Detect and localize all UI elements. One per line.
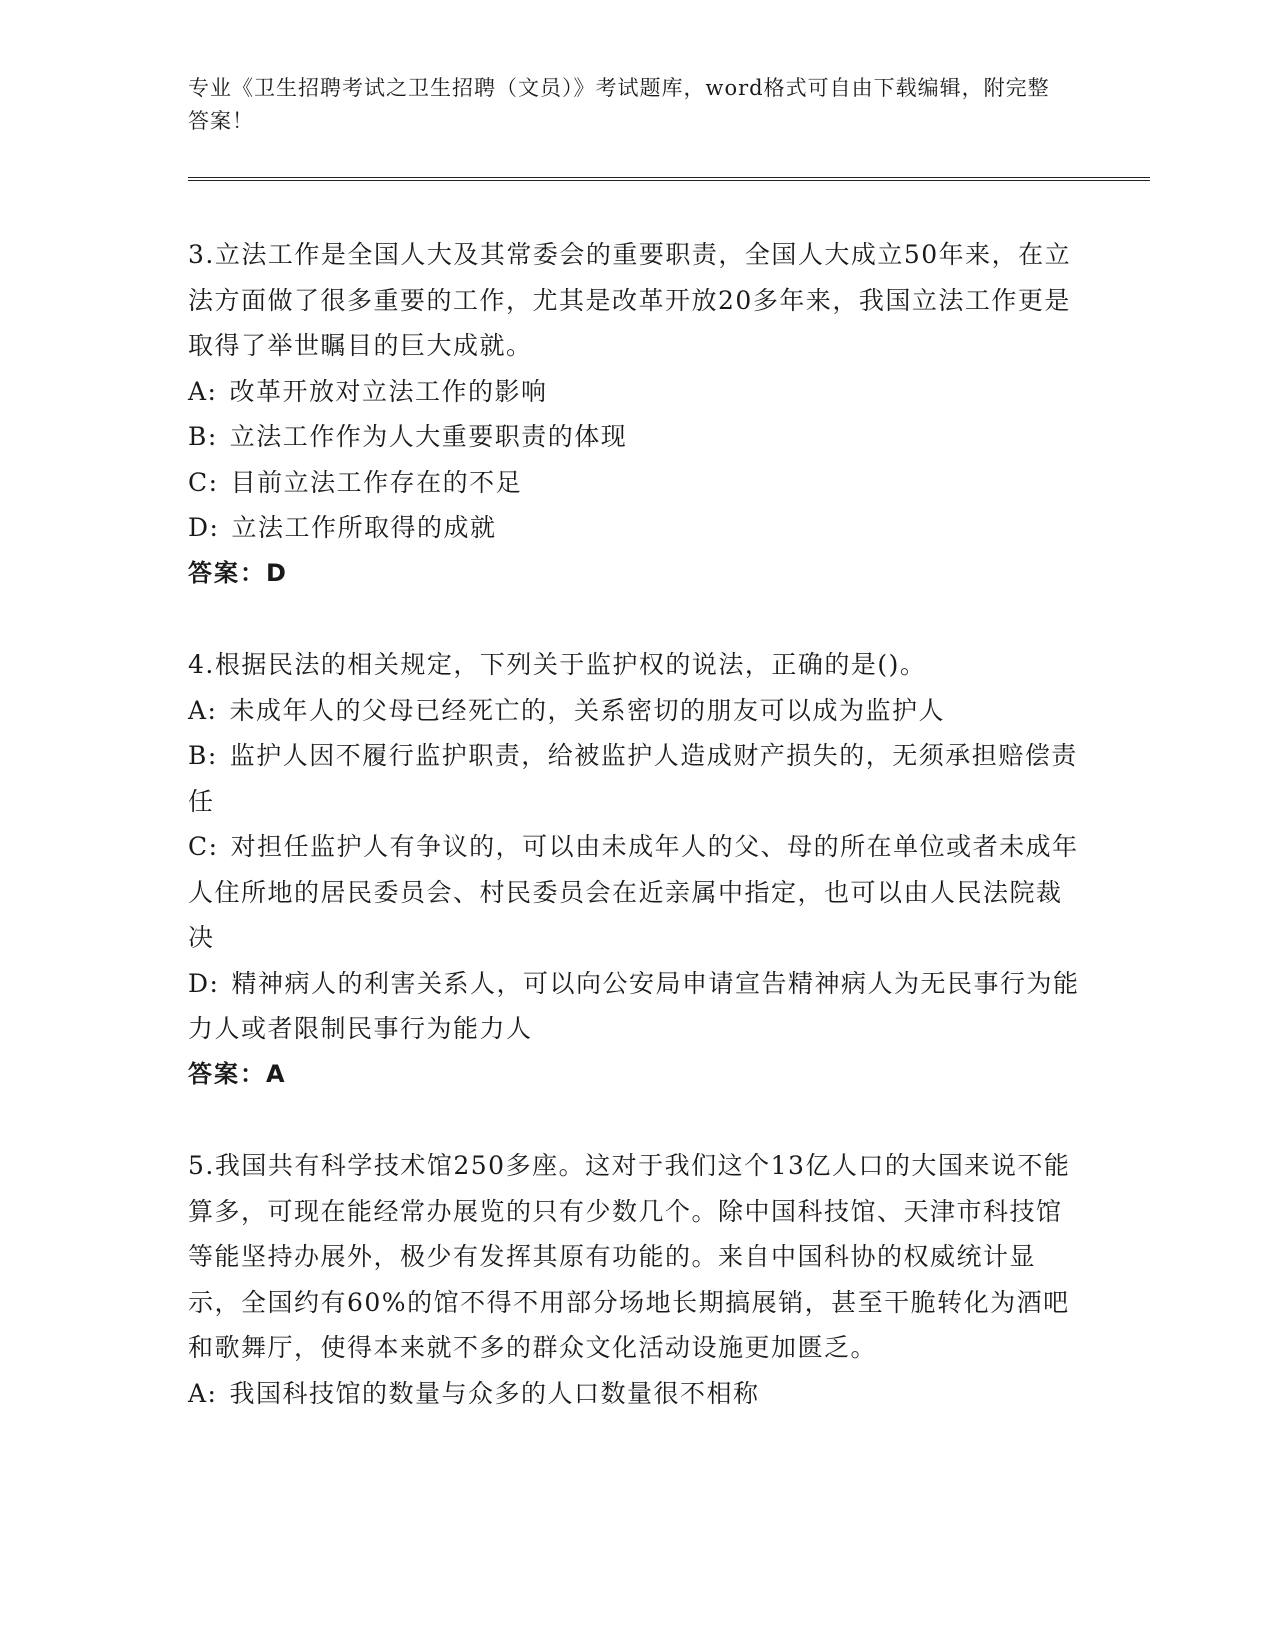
option-key: B:	[188, 741, 218, 770]
question-5	[188, 1143, 1088, 1416]
option-key: A:	[188, 1378, 218, 1408]
option-key: A:	[188, 695, 218, 725]
option-b	[188, 733, 1088, 824]
option-d	[188, 961, 1088, 1052]
option-d	[188, 505, 1088, 551]
option-a	[188, 1371, 1088, 1417]
option-c	[188, 460, 1088, 506]
header-divider	[188, 177, 1150, 181]
option-text: 我国科技馆的数量与众多的人口数量很不相称	[229, 1378, 760, 1408]
option-key: B:	[188, 422, 218, 451]
answer-line: 答案：D	[188, 558, 288, 587]
option-a	[188, 369, 1088, 415]
document-header: 专业《卫生招聘考试之卫生招聘（文员）》考试题库，word格式可自由下载编辑，附完整答案！	[188, 76, 1050, 133]
question-4	[188, 642, 1088, 1097]
option-text: 精神病人的利害关系人，可以向公安局申请宣告精神病人为无民事行为能力人或者限制民事行为能力人	[188, 968, 1080, 1043]
option-b	[188, 414, 1088, 460]
option-text: 改革开放对立法工作的影响	[229, 376, 548, 406]
option-text: 监护人因不履行监护职责，给被监护人造成财产损失的，无须承担赔偿责任	[188, 741, 1078, 816]
answer-line: 答案：A	[188, 1059, 287, 1088]
option-key: A:	[188, 376, 218, 406]
option-key: D:	[188, 968, 220, 998]
option-a	[188, 688, 1088, 734]
option-c	[188, 824, 1088, 961]
option-key: C:	[188, 832, 219, 861]
option-key: C:	[188, 467, 219, 497]
option-text: 立法工作所取得的成就	[231, 513, 497, 542]
option-key: D:	[188, 513, 220, 542]
question-stem: 3.立法工作是全国人大及其常委会的重要职责，全国人大成立50年来，在立法方面做了很多重要的工作，尤其是改革开放20多年来，我国立法工作更是取得了举世瞩目的巨大成就。	[188, 240, 1072, 360]
option-text: 对担任监护人有争议的，可以由未成年人的父、母的所在单位或者未成年人住所地的居民委员会、村民委员会在近亲属中指定，也可以由人民法院裁决	[188, 832, 1079, 952]
question-stem: 5.我国共有科学技术馆250多座。这对于我们这个13亿人口的大国来说不能算多，可现在能经常办展览的只有少数几个。除中国科技馆、天津市科技馆等能坚持办展外，极少有发挥其原有功能的。来自中国科协的权威统计显示，全国约有60%的馆不得不用部分场地长期搞展销，甚至干脆转化为酒吧和歌舞厅，使得本来就不多的群众文化活动设施更加匮乏。	[188, 1151, 1071, 1362]
question-stem: 4.根据民法的相关规定，下列关于监护权的说法，正确的是()。	[188, 650, 927, 679]
question-3	[188, 232, 1088, 596]
option-text: 目前立法工作存在的不足	[230, 467, 523, 497]
option-text: 未成年人的父母已经死亡的，关系密切的朋友可以成为监护人	[229, 695, 945, 725]
question-list	[188, 232, 1088, 1462]
option-text: 立法工作作为人大重要职责的体现	[229, 422, 628, 451]
